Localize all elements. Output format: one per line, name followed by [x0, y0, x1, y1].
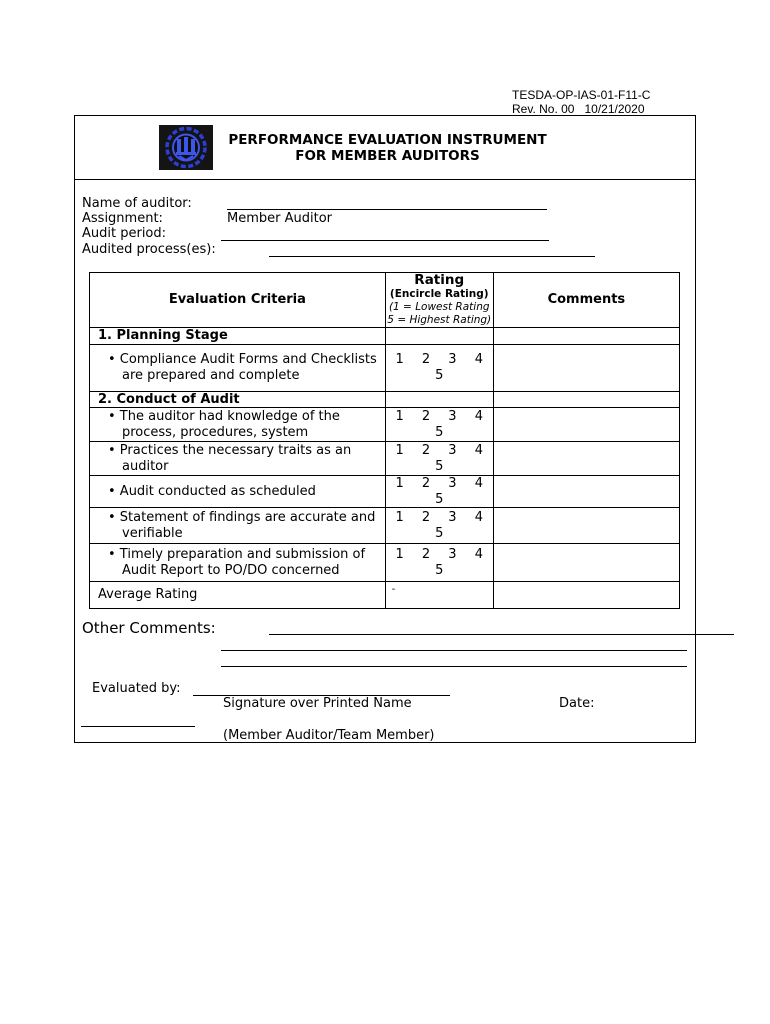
scale-1-4[interactable]: 1 2 3 4 [395, 510, 483, 525]
comment-cell[interactable] [493, 442, 679, 476]
rating-scale[interactable] [385, 508, 493, 544]
other-comments-label: Other Comments: [82, 619, 216, 637]
comment-cell[interactable] [493, 544, 679, 582]
auditor-name-line[interactable] [227, 209, 547, 210]
scale-5[interactable]: 5 [435, 458, 444, 474]
criterion-text: • Statement of findings are accurate and verifiable [108, 510, 376, 541]
rating-instruction: (Encircle Rating) [389, 288, 489, 300]
comment-cell[interactable] [493, 582, 679, 609]
title-line-1: PERFORMANCE EVALUATION INSTRUMENT [228, 132, 547, 148]
title-line-2: FOR MEMBER AUDITORS [295, 148, 480, 164]
criterion-text: • Timely preparation and submission of Audit Report to PO/DO concerned [108, 547, 366, 578]
scale-5[interactable]: 5 [435, 367, 444, 383]
evaluation-table [89, 272, 680, 609]
scale-1-4[interactable]: 1 2 3 4 [395, 409, 483, 424]
criterion-cell [90, 508, 386, 544]
comment-cell[interactable] [493, 344, 679, 391]
rating-scale[interactable] [385, 408, 493, 442]
average-rating-label: Average Rating [90, 582, 386, 609]
comment-cell[interactable] [493, 508, 679, 544]
section-row [90, 391, 680, 408]
table-row [90, 476, 680, 508]
scale-1-4[interactable]: 1 2 3 4 [395, 443, 483, 458]
form-code: TESDA-OP-IAS-01-F11-C [512, 88, 651, 102]
rating-scale[interactable] [385, 344, 493, 391]
role-caption: (Member Auditor/Team Member) [223, 728, 435, 743]
scale-1-4[interactable]: 1 2 3 4 [395, 547, 483, 562]
section-planning-stage: 1. Planning Stage [90, 328, 386, 345]
section-conduct-of-audit: 2. Conduct of Audit [90, 391, 386, 408]
criterion-cell [90, 476, 386, 508]
criterion-text: • Practices the necessary traits as an auditor [108, 443, 352, 474]
rating-scale[interactable] [385, 442, 493, 476]
other-comments-line-3[interactable] [221, 666, 687, 667]
criterion-text: • Audit conducted as scheduled [108, 483, 316, 499]
table-row [90, 408, 680, 442]
criterion-cell [90, 408, 386, 442]
other-comments-line-1[interactable] [269, 634, 734, 635]
audit-period-label: Audit period: [82, 226, 167, 241]
empty-cell [385, 391, 493, 408]
rating-lowest: (1 = Lowest Rating [388, 301, 490, 313]
criterion-text: • Compliance Audit Forms and Checklists are prepared and complete [108, 352, 377, 383]
table-row [90, 508, 680, 544]
rating-title: Rating [414, 272, 465, 288]
criteria-header: Evaluation Criteria [90, 273, 386, 328]
audited-process-line[interactable] [269, 256, 595, 257]
tesda-logo-icon [159, 125, 213, 170]
form-header [75, 116, 695, 180]
scale-1-4[interactable]: 1 2 3 4 [395, 476, 483, 491]
rating-scale[interactable] [385, 476, 493, 508]
other-comments-line-2[interactable] [221, 650, 687, 651]
assignment-value: Member Auditor [227, 211, 332, 226]
empty-cell [493, 391, 679, 408]
table-row [90, 442, 680, 476]
assignment-label: Assignment: [82, 211, 163, 226]
rating-scale[interactable] [385, 544, 493, 582]
section-row [90, 328, 680, 345]
empty-cell [493, 328, 679, 345]
criterion-cell [90, 544, 386, 582]
form-frame [74, 115, 696, 743]
comment-cell[interactable] [493, 408, 679, 442]
criterion-text: • The auditor had knowledge of the process, procedures, system [108, 409, 340, 440]
form-title [215, 132, 560, 164]
scale-5[interactable]: 5 [435, 491, 444, 507]
empty-cell [385, 328, 493, 345]
evaluated-by-label: Evaluated by: [92, 681, 181, 696]
rating-header [385, 273, 493, 328]
scale-1-4[interactable]: 1 2 3 4 [395, 352, 483, 367]
signature-caption: Signature over Printed Name [223, 696, 412, 711]
comments-header: Comments [493, 273, 679, 328]
table-row [90, 344, 680, 391]
audited-process-label: Audited process(es): [82, 242, 216, 257]
scale-5[interactable]: 5 [435, 562, 444, 578]
rating-highest: 5 = Highest Rating) [387, 314, 492, 326]
date-label: Date: [559, 696, 595, 711]
comment-cell[interactable] [493, 476, 679, 508]
document-code [512, 88, 650, 116]
auditor-name-label: Name of auditor: [82, 196, 192, 211]
audit-period-line[interactable] [221, 240, 549, 241]
table-header-row [90, 273, 680, 328]
average-rating-value[interactable]: - [385, 582, 493, 609]
date-line[interactable] [81, 726, 195, 727]
criterion-cell [90, 442, 386, 476]
criterion-cell [90, 344, 386, 391]
scale-5[interactable]: 5 [435, 525, 444, 541]
revision-info: Rev. No. 00 10/21/2020 [512, 102, 645, 116]
average-row [90, 582, 680, 609]
scale-5[interactable]: 5 [435, 424, 444, 440]
table-row [90, 544, 680, 582]
